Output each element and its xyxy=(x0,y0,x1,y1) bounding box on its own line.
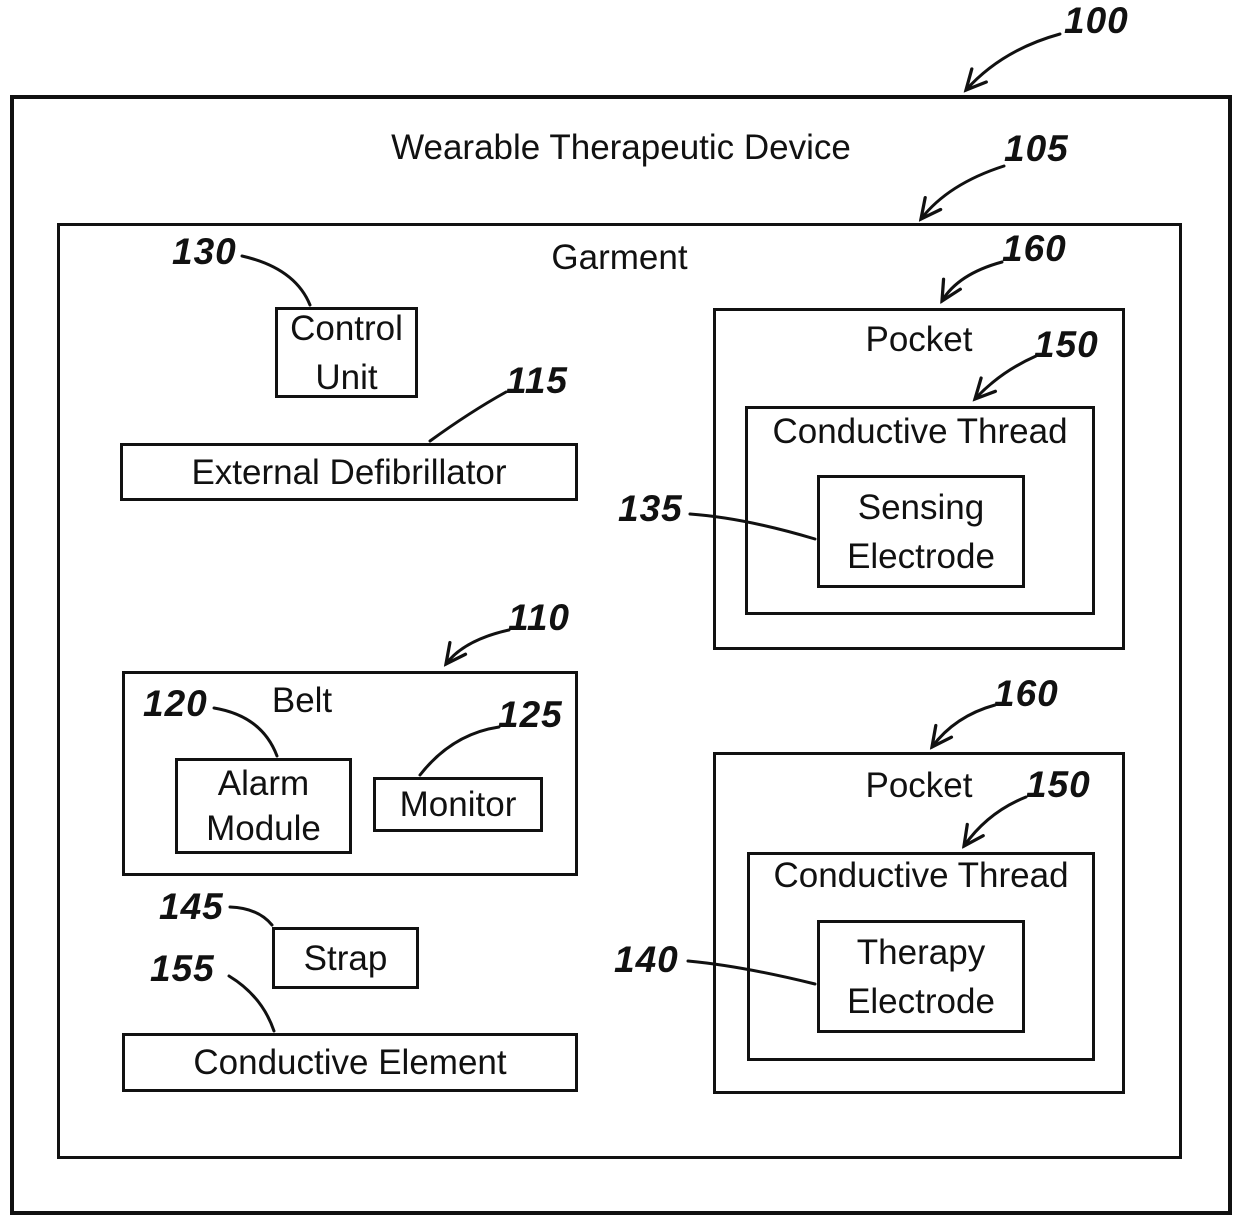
ref-150-thread-bottom: 150 xyxy=(1026,764,1091,805)
alarm-module-box: Alarm Module xyxy=(175,758,352,854)
ref-105-garment: 105 xyxy=(1004,128,1069,169)
sensing-electrode-box: Sensing Electrode xyxy=(817,475,1025,588)
ref-145-strap: 145 xyxy=(159,886,224,927)
ref-125-monitor: 125 xyxy=(498,694,563,735)
ref-100-device: 100 xyxy=(1064,0,1129,41)
ref-135-sensing-electrode: 135 xyxy=(618,488,683,529)
ref-150-thread-top: 150 xyxy=(1034,324,1099,365)
ref-140-therapy-electrode: 140 xyxy=(614,939,679,980)
conductive-thread-bottom-title: Conductive Thread xyxy=(773,856,1069,895)
ref-110-belt: 110 xyxy=(508,597,570,638)
control-unit-box: Control Unit xyxy=(275,307,418,398)
ref-130-control-unit: 130 xyxy=(172,231,237,272)
ref-160-pocket-bottom: 160 xyxy=(994,673,1059,714)
therapy-electrode-box: Therapy Electrode xyxy=(817,920,1025,1033)
ref-115-defibrillator: 115 xyxy=(506,360,568,401)
belt-title: Belt xyxy=(271,681,333,720)
pocket-bottom-title: Pocket xyxy=(865,766,973,805)
conductive-thread-top-title: Conductive Thread xyxy=(772,412,1068,451)
ref-155-conductive-elem: 155 xyxy=(150,948,215,989)
device-title: Wearable Therapeutic Device xyxy=(391,128,851,167)
arrow-100-to-device-box xyxy=(966,34,1060,90)
ref-160-pocket-top: 160 xyxy=(1002,228,1067,269)
garment-title: Garment xyxy=(551,238,688,277)
strap-box: Strap xyxy=(272,927,419,989)
conductive-element-box: Conductive Element xyxy=(122,1033,578,1092)
monitor-box: Monitor xyxy=(373,777,543,832)
ref-120-alarm-module: 120 xyxy=(143,683,208,724)
external-defibrillator-box: External Defibrillator xyxy=(120,443,578,501)
pocket-top-title: Pocket xyxy=(865,320,973,359)
